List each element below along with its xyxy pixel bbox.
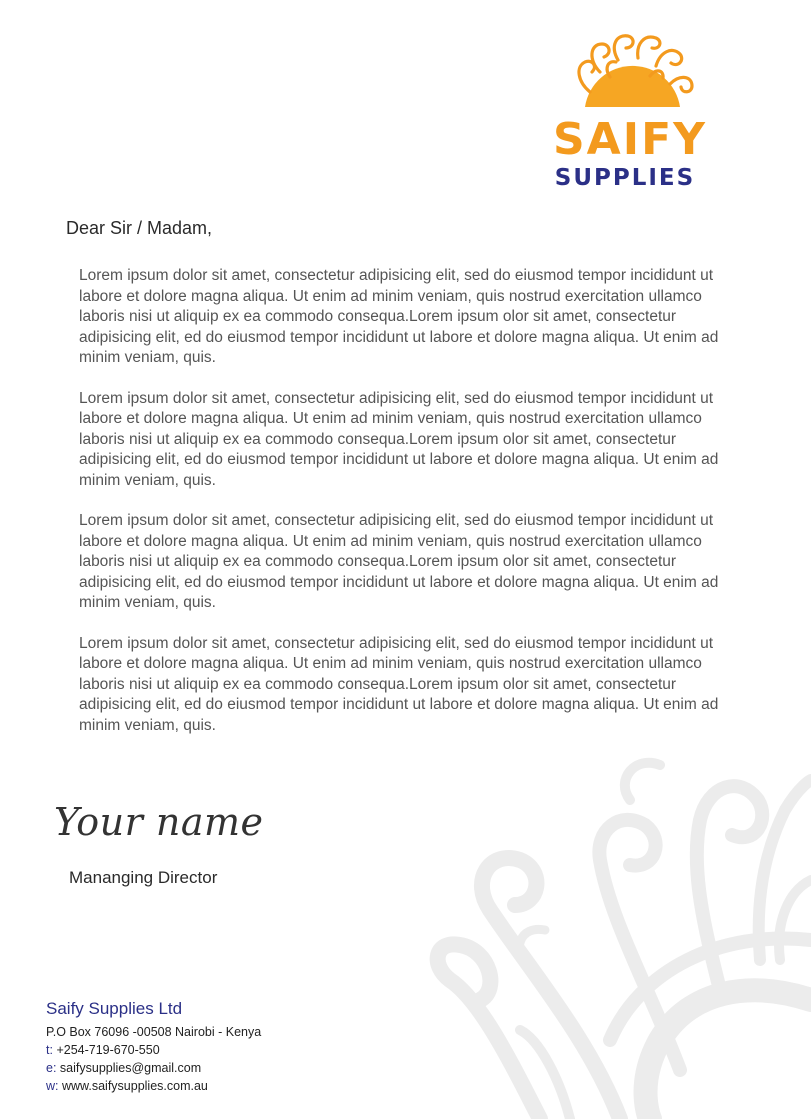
company-logo [530, 32, 730, 191]
email-address: saifysupplies@gmail.com [59, 1061, 202, 1075]
footer-contact [46, 999, 261, 1095]
phone-line [46, 1041, 261, 1059]
salutation: Dear Sir / Madam, [66, 218, 213, 238]
company-name: Saify Supplies Ltd [46, 999, 183, 1018]
email-label: e: [46, 1061, 57, 1075]
phone-number: +254-719-670-550 [56, 1043, 160, 1057]
web-line [46, 1077, 261, 1095]
paragraph: Lorem ipsum dolor sit amet, consectetur adipisicing elit, sed do eiusmod tempor incididunt ut labore et dolore magna aliqua. Ut enim ad minim veniam, quis nostrud exercitation ullamco laboris nisi ut aliquip ex ea commodo consequa.Lorem ipsum olor sit amet, consectetur adipisicing elit, ed do eiusmod tempor incididunt ut labore et dolore magna aliqua. Ut enim ad minim veniam, quis. [79, 267, 719, 366]
phone-label: t: [46, 1043, 53, 1057]
sun-icon [570, 32, 695, 107]
signature: Your name [54, 800, 264, 844]
letter-body [79, 266, 739, 756]
signer-title: Mananging Director [69, 868, 218, 887]
paragraph: Lorem ipsum dolor sit amet, consectetur adipisicing elit, sed do eiusmod tempor incididunt ut labore et dolore magna aliqua. Ut enim ad minim veniam, quis nostrud exercitation ullamco laboris nisi ut aliquip ex ea commodo consequa.Lorem ipsum olor sit amet, consectetur adipisicing elit, ed do eiusmod tempor incididunt ut labore et dolore magna aliqua. Ut enim ad minim veniam, quis. [79, 512, 719, 611]
web-label: w: [46, 1079, 59, 1093]
address: P.O Box 76096 -00508 Nairobi - Kenya [46, 1025, 262, 1039]
website: www.saifysupplies.com.au [61, 1079, 208, 1093]
decorative-swirl-background [420, 740, 811, 1119]
logo-word-saify: SAIFY [552, 114, 708, 165]
paragraph: Lorem ipsum dolor sit amet, consectetur adipisicing elit, sed do eiusmod tempor incididunt ut labore et dolore magna aliqua. Ut enim ad minim veniam, quis nostrud exercitation ullamco laboris nisi ut aliquip ex ea commodo consequa.Lorem ipsum olor sit amet, consectetur adipisicing elit, ed do eiusmod tempor incididunt ut labore et dolore magna aliqua. Ut enim ad minim veniam, quis. [79, 634, 719, 734]
logo-word-supplies: SUPPLIES [554, 165, 696, 191]
paragraph: Lorem ipsum dolor sit amet, consectetur adipisicing elit, sed do eiusmod tempor incididunt ut labore et dolore magna aliqua. Ut enim ad minim veniam, quis nostrud exercitation ullamco laboris nisi ut aliquip ex ea commodo consequa.Lorem ipsum olor sit amet, consectetur adipisicing elit, ed do eiusmod tempor incididunt ut labore et dolore magna aliqua. Ut enim ad minim veniam, quis. [79, 389, 719, 489]
email-line [46, 1059, 261, 1077]
